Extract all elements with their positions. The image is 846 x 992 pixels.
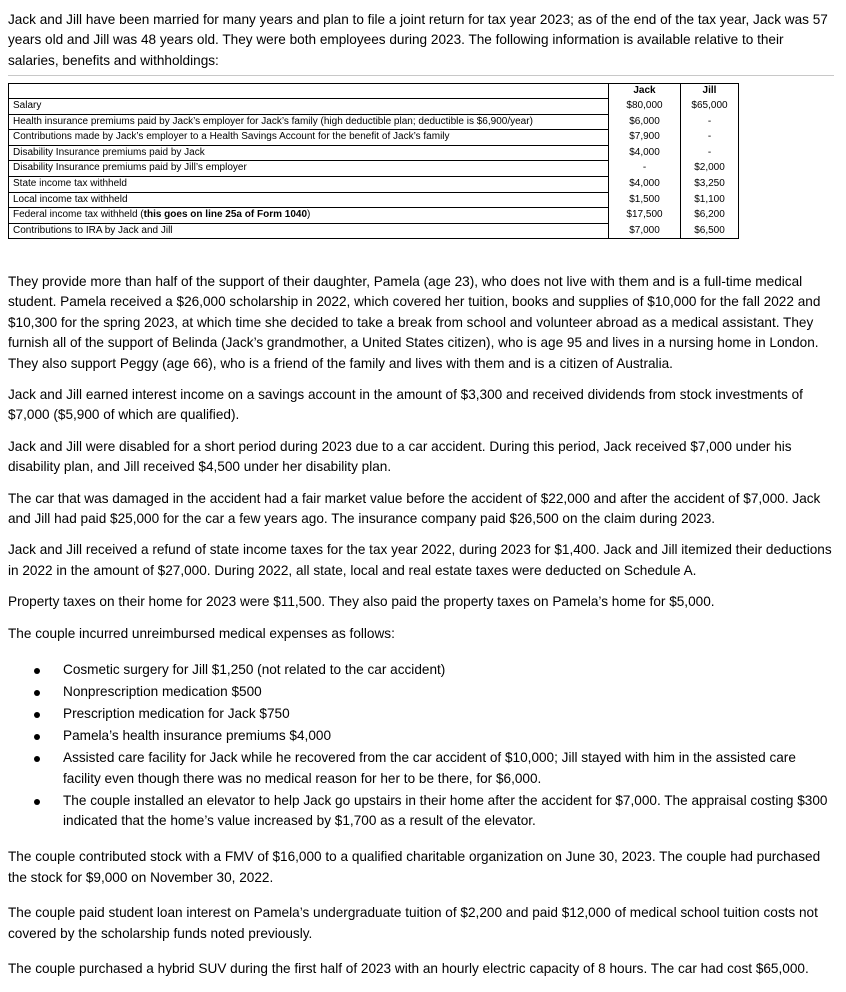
row-label-bold: this goes on line 25a of Form 1040 <box>143 209 308 221</box>
jack-value: $7,900 <box>609 130 681 146</box>
student-loan-paragraph: The couple paid student loan interest on Pamela’s undergraduate tuition of $2,200 and paid $12,000 of medical school tuition costs not covered by the scholarship funds noted previously. <box>8 905 818 941</box>
refund-paragraph: Jack and Jill received a refund of state income taxes for the tax year 2022, during 2023 for $1,400. Jack and Jill itemized their deductions in 2022 in the amount of $27,000. During 2022, all state, local and real estate taxes were deducted on Schedule A. <box>8 542 832 578</box>
property-tax-paragraph: Property taxes on their home for 2023 were $11,500. They also paid the property taxes on Pamela’s home for $5,000. <box>8 594 715 610</box>
jack-value: $6,000 <box>609 114 681 130</box>
row-label: Disability Insurance premiums paid by Jack <box>9 145 609 161</box>
jill-value: - <box>681 145 739 161</box>
financial-table <box>8 83 739 239</box>
row-label: State income tax withheld <box>9 177 609 193</box>
table-row <box>9 114 739 130</box>
list-item <box>8 791 834 832</box>
jill-value: $6,200 <box>681 208 739 224</box>
jill-value: $2,000 <box>681 161 739 177</box>
table-row <box>9 99 739 115</box>
table-row <box>9 223 739 239</box>
table-row <box>9 177 739 193</box>
list-item-text: Cosmetic surgery for Jill $1,250 (not related to the car accident) <box>63 662 446 678</box>
list-item-text: The couple installed an elevator to help Jack go upstairs in their home after the accident for $7,000. The appraisal costing $300 indicated that the home’s value increased by $1,700 as a result of the elevator. <box>63 792 828 828</box>
row-label-post: ) <box>307 209 311 221</box>
row-label: Health insurance premiums paid by Jack’s employer for Jack’s family (high deductible plan; deductible is $6,900/year) <box>9 114 609 130</box>
charity-paragraph: The couple contributed stock with a FMV of $16,000 to a qualified charitable organization on June 30, 2023. The couple had purchased the stock for $9,000 on November 30, 2022. <box>8 849 821 885</box>
row-label-pre: Federal income tax withheld ( <box>13 209 144 221</box>
header-blank <box>9 84 609 99</box>
list-item-text: Assisted care facility for Jack while he recovered from the car accident of $10,000; Jill stayed with him in the assisted care facility even though there was no medical reason for her to be there, for $6,000. <box>63 750 796 786</box>
row-label: Contributions made by Jack’s employer to a Health Savings Account for the benefit of Jack’s family <box>9 130 609 146</box>
header-jill: Jill <box>681 84 739 99</box>
list-item <box>8 704 834 724</box>
table-row <box>9 192 739 208</box>
jack-value: $80,000 <box>609 99 681 115</box>
table-row <box>9 161 739 177</box>
bullet-icon <box>34 712 40 718</box>
row-label: Local income tax withheld <box>9 192 609 208</box>
table-row <box>9 145 739 161</box>
table-row <box>9 208 739 224</box>
jack-value: $4,000 <box>609 145 681 161</box>
medical-intro-paragraph: The couple incurred unreimbursed medical expenses as follows: <box>8 625 395 641</box>
car-paragraph: The car that was damaged in the accident had a fair market value before the accident of $22,000 and after the accident of $7,000. Jack and Jill had paid $25,000 for the car a few years ago. The insurance company paid $26,500 on the claim during 2023. <box>8 490 821 527</box>
jack-value: $17,500 <box>609 208 681 224</box>
jack-value: $4,000 <box>609 177 681 193</box>
row-label: Salary <box>9 99 609 115</box>
list-item <box>8 660 834 680</box>
support-paragraph: They provide more than half of the support of their daughter, Pamela (age 23), who does not live with them and is a full-time medical student. Pamela received a $26,000 scholarship in 2022, which covered her tuition, books and supplies of $10,000 for the fall 2022 and $10,300 for the spring 2023, at which time she decided to take a break from school and volunteer abroad as a medical assistant. They furnish all of the support of Belinda (Jack’s grandmother, a United States citizen), who is age 95 and lives in a nursing home in London. They also support Peggy (age 66), who is a friend of the family and lives with them and is a citizen of Australia. <box>8 274 821 371</box>
jack-value: - <box>609 161 681 177</box>
bullet-icon <box>34 799 40 805</box>
document-page <box>8 10 834 976</box>
list-item <box>8 726 834 746</box>
medical-expense-list <box>8 660 834 831</box>
row-label: Disability Insurance premiums paid by Jill’s employer <box>9 161 609 177</box>
jill-value: $3,250 <box>681 177 739 193</box>
jack-value: $1,500 <box>609 192 681 208</box>
jill-value: $6,500 <box>681 223 739 239</box>
jill-value: $1,100 <box>681 192 739 208</box>
jill-value: - <box>681 114 739 130</box>
jack-value: $7,000 <box>609 223 681 239</box>
suv-paragraph: The couple purchased a hybrid SUV during the first half of 2023 with an hourly electric capacity of 8 hours. The car had cost $65,000. <box>8 960 809 976</box>
row-label <box>9 208 609 224</box>
list-item <box>8 748 834 789</box>
list-item-text: Pamela’s health insurance premiums $4,000 <box>63 728 331 744</box>
table-row <box>9 130 739 146</box>
disability-paragraph: Jack and Jill were disabled for a short period during 2023 due to a car accident. During this period, Jack received $7,000 under his disability plan, and Jill received $4,500 under her disability plan. <box>8 438 792 475</box>
intro-paragraph: Jack and Jill have been married for many years and plan to file a joint return for tax year 2023; as of the end of the tax year, Jack was 57 years old and Jill was 48 years old. They were both employees during 2023. The following information is available relative to their salaries, benefits and withholdings: <box>8 12 828 68</box>
table-header-row <box>9 84 739 99</box>
intro-section <box>8 10 834 76</box>
row-label: Contributions to IRA by Jack and Jill <box>9 223 609 239</box>
bullet-icon <box>34 668 40 674</box>
bullet-icon <box>34 734 40 740</box>
header-jack: Jack <box>609 84 681 99</box>
jill-value: $65,000 <box>681 99 739 115</box>
list-item-text: Prescription medication for Jack $750 <box>63 706 290 722</box>
jill-value: - <box>681 130 739 146</box>
body-section <box>8 272 834 990</box>
bullet-icon <box>34 690 40 696</box>
bullet-icon <box>34 756 40 762</box>
list-item <box>8 682 834 702</box>
list-item-text: Nonprescription medication $500 <box>63 684 262 700</box>
interest-paragraph: Jack and Jill earned interest income on a savings account in the amount of $3,300 and received dividends from stock investments of $7,000 ($5,900 of which are qualified). <box>8 387 803 423</box>
